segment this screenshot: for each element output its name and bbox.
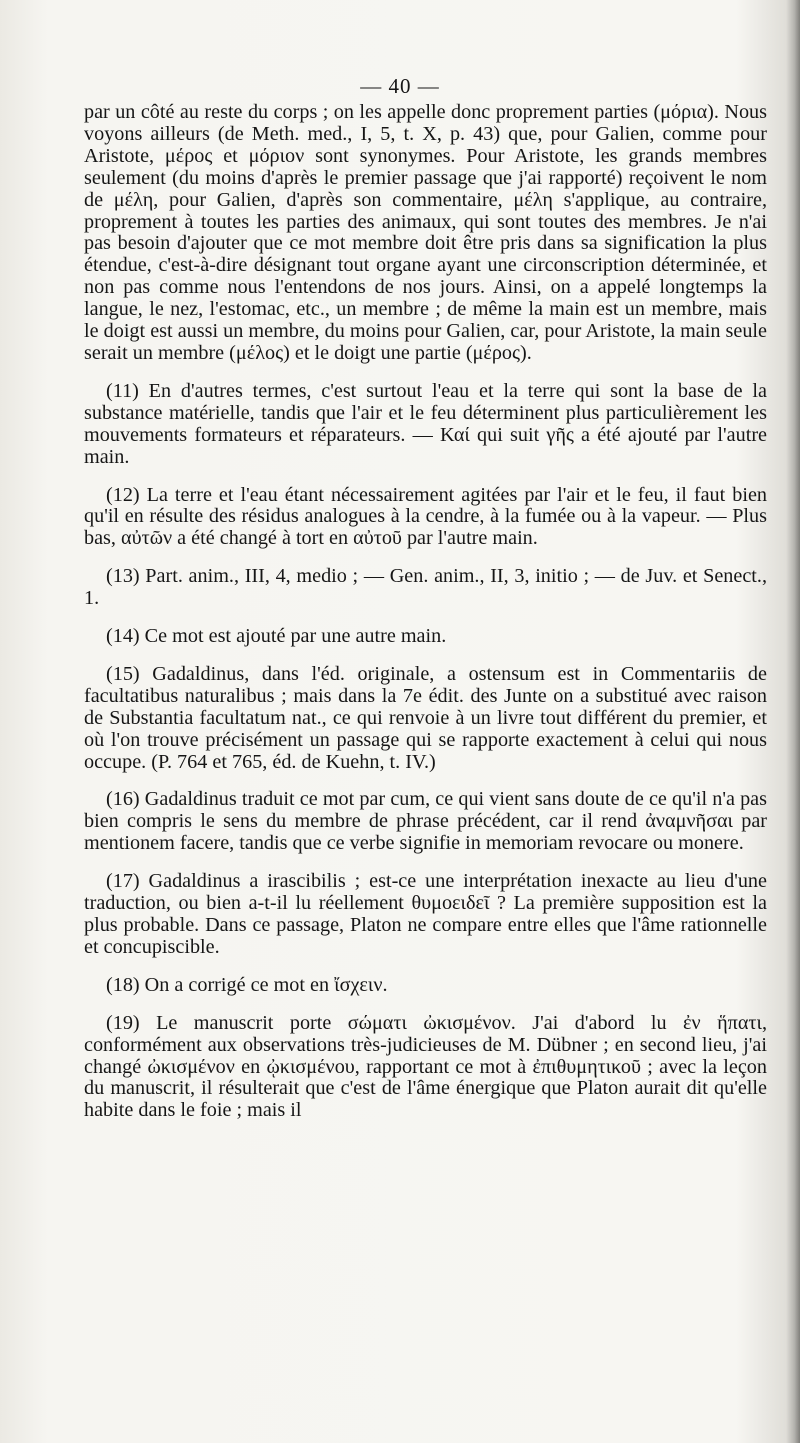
footnote-16: (16) Gadaldinus traduit ce mot par cum, ce qui vient sans doute de ce qu'il n'a pas bien compris le sens du membre de phrase précédent, car il rend ἀναμνῆσαι par mentionem facere, tandis que ce verbe signifie in memoriam revocare ou monere. [84, 788, 767, 855]
page-edge-shadow [786, 0, 800, 1443]
footnote-17: (17) Gadaldinus a irascibilis ; est-ce une interprétation inexacte au lieu d'une traduction, ou bien a-t-il lu réellement θυμοειδεῖ ? La première supposition est la plus probable. Dans ce passage, Platon ne compare entre elles que l'âme rationnelle et concupiscible. [84, 870, 767, 958]
footnote-11: (11) En d'autres termes, c'est surtout l'eau et la terre qui sont la base de la substance matérielle, tandis que l'air et le feu déterminent plus particulièrement les mouvements formateurs et réparateurs. — Καί qui suit γῆς a été ajouté par l'autre main. [84, 379, 767, 468]
footnote-12: (12) La terre et l'eau étant nécessairement agitées par l'air et le feu, il faut bien qu'il en résulte des résidus analogues à la cendre, à la fumée ou à la vapeur. — Plus bas, αὐτῶν a été changé à tort en αὐτοῦ par l'autre main. [84, 483, 767, 550]
footnote-14: (14) Ce mot est ajouté par une autre main. [106, 625, 447, 648]
page-number: — 40 — [360, 74, 440, 98]
footnote-18: (18) On a corrigé ce mot en ἴσχειν. [106, 973, 388, 996]
page-body [84, 102, 767, 1122]
footnote-13: (13) Part. anim., III, 4, medio ; — Gen. anim., II, 3, initio ; — de Juv. et Senect., 1. [84, 565, 767, 610]
footnote-15: (15) Gadaldinus, dans l'éd. originale, a ostensum est in Commentariis de facultatibus naturalibus ; mais dans la 7e édit. des Junte on a substitué avec raison de Substantia facultatum nat., ce qui renvoie à un livre tout différent du premier, et où l'on trouve précisément un passage qui se rapporte exactement à celui qui nous occupe. (P. 764 et 765, éd. de Kuehn, t. IV.) [84, 662, 767, 773]
paragraph-continuation: par un côté au reste du corps ; on les appelle donc proprement parties (μόρια). Nous voyons ailleurs (de Meth. med., I, 5, t. X, p. 43) que, pour Galien, comme pour Aristote, μέρος et μόριον sont synonymes. Pour Aristote, les grands membres seulement (du moins d'après le premier passage que j'ai rapporté) reçoivent le nom de μέλη, pour Galien, d'après son commentaire, μέλη s'applique, au contraire, proprement à toutes les parties des animaux, qui sont toutes des membres. Je n'ai pas besoin d'ajouter que ce mot membre doit être pris dans sa signification la plus étendue, c'est-à-dire désignant tout organe ayant une circonscription déterminée, et non pas comme nous l'entendons de nos jours. Ainsi, on a appelé longtemps la langue, le nez, l'estomac, etc., un membre ; de même la main est un membre, mais le doigt est aussi un membre, du moins pour Galien, car, pour Aristote, la main seule serait un membre (μέλος) et le doigt une partie (μέρος). [84, 101, 767, 364]
footnote-19: (19) Le manuscrit porte σώματι ὠκισμένον. J'ai d'abord lu ἐν ἥπατι, conformément aux observations très-judicieuses de M. Dübner ; en second lieu, j'ai changé ὠκισμένον en ᾠκισμένου, rapportant ce mot à ἐπιθυμητικοῦ ; avec la leçon du manuscrit, il résulterait que c'est de l'âme énergique que Platon aurait dit qu'elle habite dans le foie ; mais il [84, 1011, 767, 1122]
